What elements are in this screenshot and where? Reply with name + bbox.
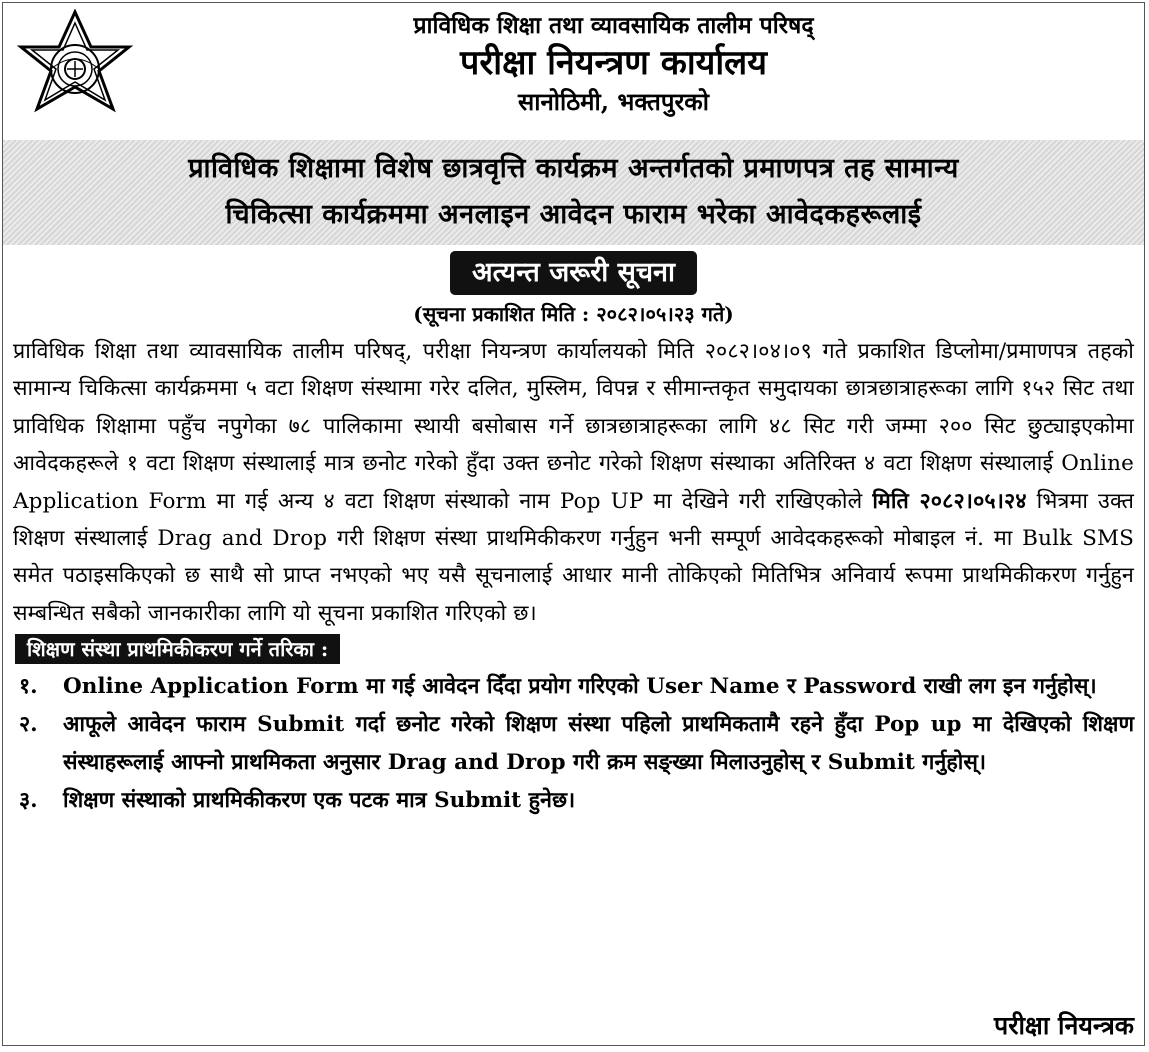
list-item — [13, 706, 1134, 782]
header-text — [173, 11, 1054, 119]
signature: परीक्षा नियन्त्रक — [994, 1011, 1134, 1040]
notice-title: अत्यन्त जरूरी सूचना — [450, 251, 697, 295]
banner-line-2: चिकित्सा कार्यक्रममा अनलाइन आवेदन फाराम भरेका आवेदकहरूलाई — [225, 199, 922, 230]
step-text: Online Application Form मा गई आवेदन दिँदा प्रयोग गरिएको User Name र Password राखी लग इन गर्नुहोस्। — [63, 674, 1097, 700]
steps-list — [13, 668, 1134, 820]
list-item — [13, 668, 1134, 706]
step-number: २. — [19, 712, 38, 738]
step-number: ३. — [19, 788, 38, 814]
banner-line-1: प्राविधिक शिक्षामा विशेष छात्रवृत्ति कार्यक्रम अन्तर्गतको प्रमाणपत्र तह सामान्य — [188, 153, 959, 184]
office-location: सानोठिमी, भक्तपुरको — [518, 87, 709, 116]
header — [3, 3, 1144, 140]
step-number: १. — [19, 674, 38, 700]
deadline-date: मिति २०८२।०५।२४ — [872, 488, 1027, 514]
step-text: शिक्षण संस्थाको प्राथमिकीकरण एक पटक मात्र Submit हुनेछ। — [63, 788, 576, 814]
office-name: परीक्षा नियन्त्रण कार्यालय — [460, 43, 767, 83]
body-part-1: प्राविधिक शिक्षा तथा व्यावसायिक तालीम परिषद्, परीक्षा नियन्त्रण कार्यालयको मिति २०८२।०४।०९ गते प्रकाशित डिप्लोमा/प्रमाणपत्र तहको सामान्य चिकित्सा कार्यक्रममा ५ वटा शिक्षण संस्थामा गरेर दलित, मुस्लिम, विपन्न र सीमान्तकृत समुदायका छात्रछात्राहरूका लागि १५२ सिट तथा प्राविधिक शिक्षामा पहुँच नपुगेका ७८ पालिकामा स्थायी बसोबास गर्ने छात्रछात्राहरूका लागि ४८ सिट गरी जम्मा २०० सिट छुट्याइएकोमा आवेदकहरूले १ वटा शिक्षण संस्थालाई मात्र छनोट गरेको हुँदा उक्त छनोट गरेको शिक्षण संस्थाका अतिरिक्त ४ वटा शिक्षण संस्थालाई Online Application Form मा गई अन्य ४ वटा शिक्षण संस्थाको नाम Pop UP मा देखिने गरी राखिएकोले — [13, 339, 1134, 514]
step-text: आफूले आवेदन फाराम Submit गर्दा छनोट गरेको शिक्षण संस्था पहिलो प्राथमिकतामै रहने हुँदा Pop up मा देखिएको शिक्षण संस्थाहरूलाई आफ्नो प्राथमिकता अनुसार Drag and Drop गरी क्रम सङ्ख्या मिलाउनुहोस् र Submit गर्नुहोस्। — [63, 712, 1134, 776]
method-heading: शिक्षण संस्था प्राथमिकीकरण गर्ने तरिका : — [15, 634, 340, 664]
body-part-2: भित्रमा उक्त शिक्षण संस्थालाई Drag and Drop गरी शिक्षण संस्था प्राथमिकीकरण गर्नुहुन भनी सम्पूर्ण आवेदकहरूको मोबाइल नं. मा Bulk SMS समेत पठाइसकिएको छ साथै सो प्राप्त नभएको भए यसै सूचनालाई आधार मानी तोकिएको मितिभित्र अनिवार्य रूपमा प्राथमिकीकरण गर्नुहुन सम्बन्धित सबैको जानकारीका लागि यो सूचना प्रकाशित गरिएको छ। — [13, 488, 1135, 626]
council-emblem-icon — [15, 9, 135, 134]
published-date: (सूचना प्रकाशित मिति : २०८२।०५।२३ गते) — [413, 302, 734, 326]
notice-page — [2, 2, 1145, 1046]
subject-banner — [3, 140, 1144, 245]
notice-body — [13, 333, 1134, 632]
list-item — [13, 782, 1134, 820]
council-name: प्राविधिक शिक्षा तथा व्यावसायिक तालीम परिषद् — [413, 12, 814, 39]
